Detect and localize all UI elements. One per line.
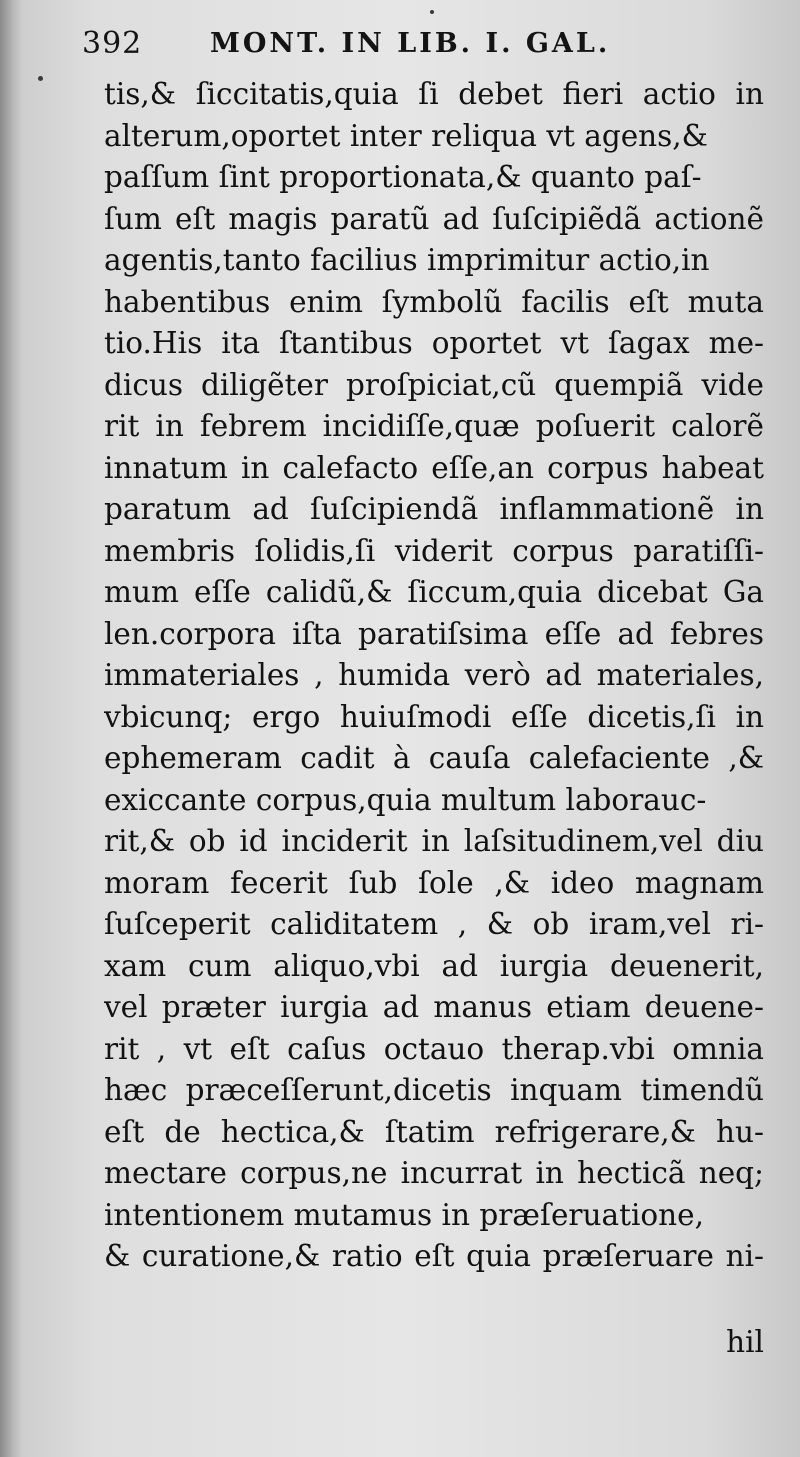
page-number: 392	[82, 26, 143, 61]
text-line: vbicunq; ergo huiuſmodi eſſe dicetis,ſi in	[104, 699, 764, 734]
text-line: & curatione,& ratio eſt quia præſeruare ni-	[104, 1239, 764, 1273]
text-line: ſuſceperit caliditatem , & ob iram,vel ri-	[104, 907, 764, 941]
text-line: intentionem mutamus in præſeruatione,	[104, 1197, 704, 1232]
binding-shadow	[0, 0, 22, 1457]
text-line: rit in febrem incidiſſe,quæ poſuerit calorẽ	[104, 409, 764, 443]
text-line: vel præter iurgia ad manus etiam deuene-	[104, 990, 764, 1024]
text-line: xam cum aliquo,vbi ad iurgia deuenerit,	[104, 948, 764, 983]
text-line: len.corpora iſta paratiſsima eſſe ad febres	[104, 616, 764, 651]
text-line: rit,& ob id inciderit in laſsitudinem,vel diu	[104, 824, 764, 858]
text-line: paratum ad ſuſcipiendã inflammationẽ in	[104, 492, 764, 526]
text-line: agentis,tanto facilius imprimitur actio,in	[104, 243, 710, 277]
text-line: membris ſolidis,ſi viderit corpus paratiſſi-	[104, 533, 764, 568]
text-line: dicus diligẽter proſpiciat,cũ quempiã vide	[104, 367, 764, 402]
text-line: moram fecerit ſub ſole ,& ideo magnam	[104, 865, 764, 900]
ink-speck	[430, 10, 434, 14]
text-line: rit , vt eſt caſus octauo therap.vbi omnia	[104, 1031, 764, 1066]
text-line: exiccante corpus,quia multum laborauc-	[104, 782, 707, 817]
ink-speck	[38, 76, 43, 81]
text-line: innatum in calefacto eſſe,an corpus habeat	[104, 450, 764, 485]
text-line: ſum eſt magis paratũ ad ſuſcipiẽdã actionẽ	[104, 201, 764, 236]
running-head	[82, 22, 722, 68]
body-text	[104, 74, 764, 1278]
catchword: hil	[726, 1325, 764, 1359]
text-line: eſt de hectica,& ſtatim refrigerare,& hu-	[104, 1114, 764, 1149]
text-line: ephemeram cadit à cauſa calefaciente ,&	[104, 741, 764, 775]
text-line: habentibus enim ſymbolũ facilis eſt muta	[104, 284, 764, 319]
text-line: immateriales , humida verò ad materiales,	[104, 658, 764, 692]
text-line: mum eſſe calidũ,& ſiccum,quia dicebat Ga	[104, 575, 764, 609]
running-title: MONT. IN LIB. I. GAL.	[210, 28, 611, 59]
text-line: alterum,oportet inter reliqua vt agens,&	[104, 118, 708, 153]
text-line: tis,& ſiccitatis,quia ſi debet fieri actio in	[104, 77, 764, 111]
text-line: hæc præceſſerunt,dicetis inquam timendũ	[104, 1073, 764, 1107]
catchword-row	[104, 1325, 764, 1365]
text-line: mectare corpus,ne incurrat in hecticã neq;	[104, 1156, 764, 1190]
text-line: paſſum ſint proportionata,& quanto paſ-	[104, 160, 702, 194]
text-line: tio.His ita ſtantibus oportet vt ſagax me-	[104, 326, 764, 360]
